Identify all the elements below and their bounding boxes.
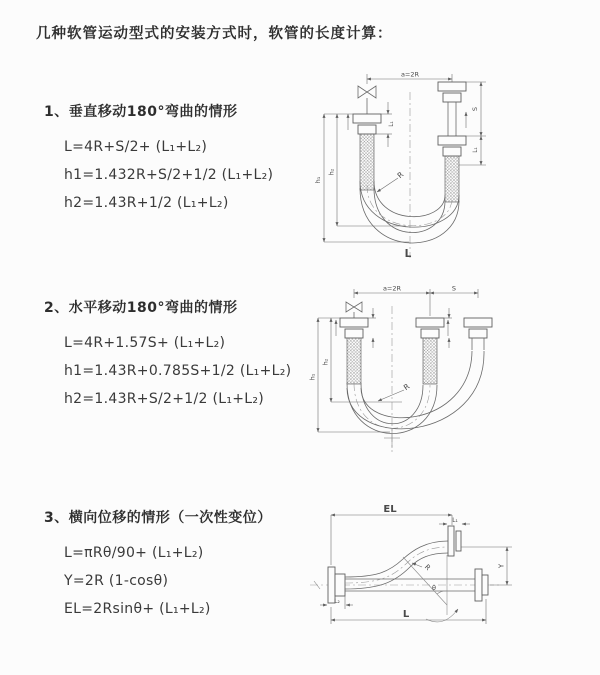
dim-label-l2: L₂ bbox=[334, 599, 340, 605]
top-flange bbox=[448, 526, 461, 556]
dim-label-l: L bbox=[404, 248, 412, 260]
section-2-heading: 2、水平移动180°弯曲的情形 bbox=[44, 300, 238, 316]
dim-label-r: R bbox=[401, 381, 412, 393]
formula-line: Y=2R (1-cosθ) bbox=[64, 573, 169, 589]
diagram-horizontal-180-bend bbox=[306, 280, 600, 464]
left-pipe-fitting bbox=[340, 318, 368, 384]
dim-label-a2r: a=2R bbox=[382, 284, 402, 293]
valve-icon bbox=[346, 302, 362, 318]
formula-line: EL=2Rsinθ+ (L₁+L₂) bbox=[64, 601, 211, 617]
dim-label-r: R bbox=[422, 563, 432, 573]
dim-label-el: EL bbox=[383, 504, 397, 515]
hose-curves-wide bbox=[347, 351, 484, 429]
valve-icon bbox=[358, 86, 376, 114]
formula-line: L=4R+S/2+ (L₁+L₂) bbox=[64, 139, 208, 155]
dim-label-r: R bbox=[395, 169, 406, 181]
hose-s-curve bbox=[345, 541, 448, 589]
dim-label-h1: h₁ bbox=[308, 373, 317, 381]
dim-label-theta: θ bbox=[432, 584, 436, 592]
section-1-heading: 1、垂直移动180°弯曲的情形 bbox=[44, 104, 238, 120]
dim-label-h2: h₂ bbox=[327, 168, 336, 176]
diagram-vertical-180-bend bbox=[310, 68, 600, 269]
dim-label-s: S bbox=[471, 106, 479, 112]
formula-line: h2=1.43R+1/2 (L₁+L₂) bbox=[64, 195, 229, 211]
dim-label-s: S bbox=[451, 284, 457, 293]
formula-line: L=4R+1.57S+ (L₁+L₂) bbox=[64, 335, 226, 351]
dim-label-l1: L₁ bbox=[452, 518, 458, 524]
right-pipe-fitting bbox=[438, 82, 466, 202]
page-title: 几种软管运动型式的安装方式时，软管的长度计算： bbox=[36, 26, 393, 42]
dim-label-l1-right: L₁ bbox=[473, 147, 479, 153]
middle-pipe-fitting bbox=[416, 318, 444, 384]
right-pipe-fitting bbox=[464, 318, 492, 350]
dim-label-l1-left: L₁ bbox=[389, 121, 395, 127]
section-3-heading: 3、横向位移的情形（一次性变位） bbox=[44, 510, 272, 526]
section-horizontal-movement bbox=[44, 297, 324, 413]
formula-line: L=πRθ/90+ (L₁+L₂) bbox=[64, 545, 204, 561]
section-vertical-movement bbox=[44, 101, 324, 217]
diagram-1-drawing bbox=[310, 68, 600, 265]
right-flange bbox=[475, 569, 488, 601]
section-lateral-displacement bbox=[44, 507, 324, 623]
formula-line: h2=1.43R+S/2+1/2 (L₁+L₂) bbox=[64, 391, 265, 407]
dim-label-y: Y bbox=[497, 563, 506, 569]
diagram-3-drawing bbox=[300, 497, 600, 655]
hose-curves bbox=[360, 181, 459, 243]
left-flange bbox=[328, 567, 345, 603]
formula-line: h1=1.432R+S/2+1/2 (L₁+L₂) bbox=[64, 167, 274, 183]
dim-label-h2: h₂ bbox=[321, 358, 330, 366]
diagram-lateral-displacement bbox=[300, 497, 600, 659]
formula-line: h1=1.43R+0.785S+1/2 (L₁+L₂) bbox=[64, 363, 292, 379]
dim-label-h1: h₁ bbox=[314, 176, 322, 184]
dim-label-l: L bbox=[402, 609, 410, 620]
diagram-2-drawing bbox=[306, 280, 600, 460]
dim-label-a2r: a=2R bbox=[400, 70, 420, 79]
left-pipe-fitting bbox=[353, 114, 381, 190]
